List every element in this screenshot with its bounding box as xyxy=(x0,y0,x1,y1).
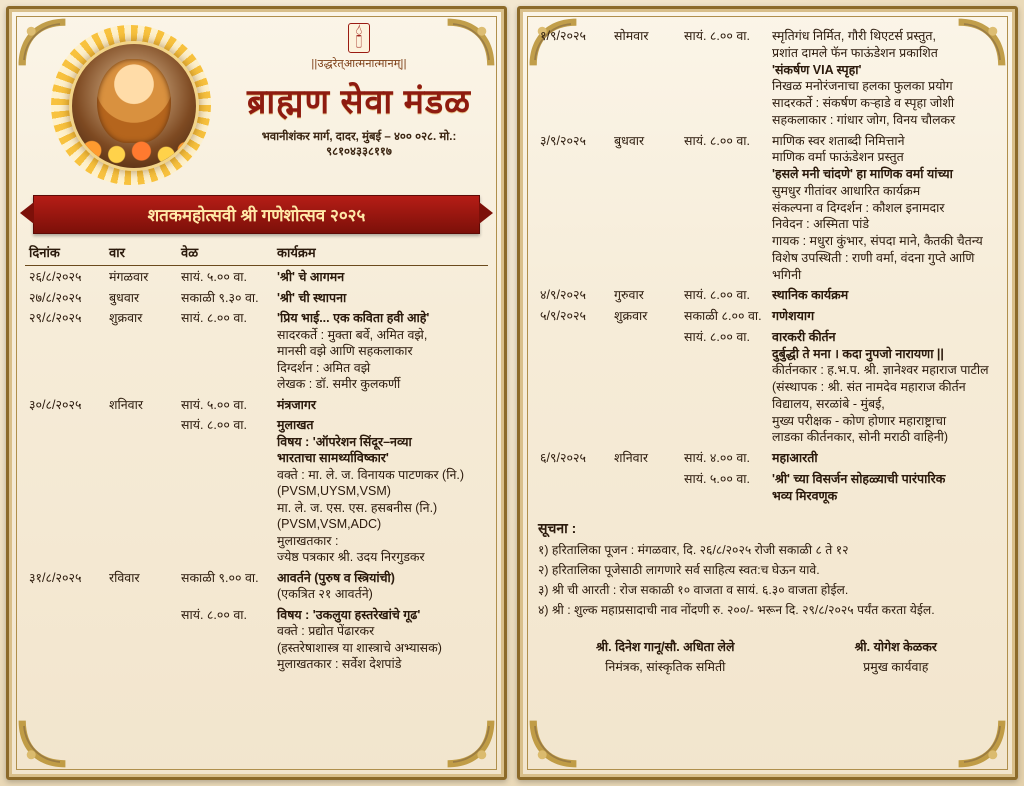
note-item: ४) श्री : शुल्क महाप्रसादाची नाव नोंदणी रु. २००/- भरून दि. २९/८/२०२५ पर्यंत करता येईल. xyxy=(538,602,935,617)
program-title: महाआरती xyxy=(772,451,818,465)
program-presenter-line: स्मृतिगंध निर्मित, गौरी थिएटर्स प्रस्तुत, xyxy=(772,29,937,43)
program-detail: निवेदन : अस्मिता पांडे xyxy=(772,217,870,232)
program-detail: सुमधुर गीतांवर आधारित कार्यक्रम xyxy=(772,183,921,198)
cell-day xyxy=(610,326,680,447)
program-title: स्थानिक कार्यक्रम xyxy=(772,288,849,303)
signatory-role: निमंत्रक, सांस्कृतिक समिती xyxy=(605,659,726,674)
cell-day: गुरुवार xyxy=(614,288,644,303)
signatory-name: श्री. योगेश केळकर xyxy=(854,639,937,654)
program-detail: भारताचा सामर्थ्याविष्कार' xyxy=(277,451,389,465)
table-row xyxy=(25,394,488,415)
cell-time: सायं. ५.०० वा. xyxy=(181,270,247,284)
program-title: 'हसले मनी चांदणे' हा माणिक वर्मा यांच्या xyxy=(772,167,953,181)
program-detail: लेखक : डॉ. समीर कुलकर्णी xyxy=(277,377,401,391)
cell-program xyxy=(273,266,488,287)
notes-list xyxy=(538,542,995,619)
program-presenter-line: माणिक स्वर शताब्दी निमित्ताने xyxy=(772,133,905,148)
table-row xyxy=(25,307,488,394)
note-item: १) हरितालिका पूजन : मंगळवार, दि. २६/८/२०२५ रोजी सकाळी ८ ते १२ xyxy=(538,543,849,558)
program-title: 'श्री' चे आगमन xyxy=(277,270,345,284)
cell-time: सायं. ८.०० वा. xyxy=(181,607,247,622)
organisation-name: ब्राह्मण सेवा मंडळ xyxy=(247,83,471,121)
cell-date: ५/९/२०२५ xyxy=(540,309,586,323)
masthead xyxy=(25,23,488,183)
cell-program xyxy=(768,130,997,285)
cell-time: सायं. ८.०० वा. xyxy=(181,418,247,432)
cell-program xyxy=(768,284,997,305)
cell-program xyxy=(273,307,488,394)
program-detail: गायक : मधुरा कुंभार, संपदा माने, कैतकी चैतन्य xyxy=(772,234,983,248)
table-row xyxy=(536,326,997,447)
cell-time: सायं. ८.०० वा. xyxy=(684,29,750,43)
cell-time: सायं. ५.०० वा. xyxy=(684,471,750,486)
cell-program xyxy=(768,305,997,326)
cell-program xyxy=(768,468,997,506)
cell-program xyxy=(768,326,997,447)
table-row xyxy=(536,447,997,468)
cell-day: रविवार xyxy=(109,570,140,585)
signatory-role: प्रमुख कार्यवाह xyxy=(863,659,929,674)
program-detail: मुलाखतकार : xyxy=(277,533,339,548)
cell-program xyxy=(273,567,488,604)
program-detail: दिग्दर्शन : अमित वझे xyxy=(277,360,371,375)
column-header-day: वार xyxy=(105,240,177,266)
schedule-table-right xyxy=(536,25,997,505)
right-page xyxy=(517,6,1018,780)
table-row xyxy=(25,414,488,567)
program-detail: लाडका कीर्तनकार, सोनी मराठी वाहिनी) xyxy=(772,430,949,445)
cell-day: बुधवार xyxy=(109,290,140,305)
table-row xyxy=(536,468,997,506)
cell-date xyxy=(25,414,105,567)
signatory xyxy=(855,638,937,675)
program-detail: विशेष उपस्थिती : राणी वर्मा, वंदना गुप्ते आणि xyxy=(772,250,975,265)
table-row xyxy=(536,130,997,285)
program-detail: (हस्तरेषाशास्त्र या शास्त्राचे अभ्यासक) xyxy=(277,640,442,655)
program-detail: निखळ मनोरंजनाचा हलका फुलका प्रयोग xyxy=(772,79,953,94)
cell-date: २७/८/२०२५ xyxy=(29,290,82,305)
cell-program xyxy=(273,394,488,415)
cell-time: सकाळी ९.०० वा. xyxy=(181,570,259,585)
cell-time: सकाळी ८.०० वा. xyxy=(684,309,762,323)
table-row xyxy=(536,25,997,130)
program-title: मुलाखत xyxy=(277,418,314,432)
sanskrit-shloka: ||उद्धरेत्आत्मनात्मानम्|| xyxy=(311,58,407,70)
cell-time: सायं. ४.०० वा. xyxy=(684,451,750,465)
cell-day: सोमवार xyxy=(614,29,649,43)
cell-time: सायं. ८.०० वा. xyxy=(684,133,750,148)
cell-date: २६/८/२०२५ xyxy=(29,270,82,284)
cell-program xyxy=(273,604,488,674)
program-title: मंत्रजागर xyxy=(277,397,317,412)
program-detail: ज्येष्ठ पत्रकार श्री. उदय निरगुडकर xyxy=(277,550,425,564)
program-title: 'श्री' च्या विसर्जन सोहळ्याची पारंपारिक xyxy=(772,471,946,486)
program-presenter-line: माणिक वर्मा फाऊंडेशन प्रस्तुत xyxy=(772,150,904,165)
cell-time: सायं. ८.०० वा. xyxy=(181,311,247,325)
signature-block xyxy=(536,638,997,675)
organisation-address: भवानीशंकर मार्ग, दादर, मुंबई – ४०० ०२८. मो.: ९८१०४३३८११७ xyxy=(261,131,457,158)
program-title: वारकरी कीर्तन xyxy=(772,329,836,344)
note-item: २) हरितालिका पूजेसाठी लागणारे सर्व साहित्य स्वत:च घेऊन यावे. xyxy=(538,563,820,578)
program-detail: (संस्थापक : श्री. संत नामदेव महाराज कीर्तन xyxy=(772,380,966,394)
program-detail: कीर्तनकार : ह.भ.प. श्री. ज्ञानेश्वर महाराज पाटील xyxy=(772,363,989,378)
table-row xyxy=(536,284,997,305)
program-detail: भव्य मिरवणूक xyxy=(772,488,838,503)
cell-program xyxy=(273,287,488,308)
cell-day: शुक्रवार xyxy=(614,309,648,323)
cell-day: मंगळवार xyxy=(109,270,149,284)
cell-date: ३१/८/२०२५ xyxy=(29,570,82,585)
column-header-program: कार्यक्रम xyxy=(273,240,488,266)
cell-day xyxy=(105,414,177,567)
cell-time: सकाळी ९.३० वा. xyxy=(181,290,259,305)
program-title: 'संकर्षण VIA स्पृहा' xyxy=(772,62,862,77)
cell-time: सायं. ८.०० वा. xyxy=(684,288,750,303)
program-detail: मा. ले. ज. एस. एस. हसबनीस (नि.) xyxy=(277,500,438,515)
cell-date: २९/८/२०२५ xyxy=(29,311,82,325)
cell-day: शनिवार xyxy=(109,397,143,412)
table-row xyxy=(25,567,488,604)
cell-date: ६/९/२०२५ xyxy=(540,451,586,465)
note-item: ३) श्री ची आरती : रोज सकाळी १० वाजता व सायं. ६.३० वाजता होईल. xyxy=(538,582,849,597)
program-detail: विद्यालय, सरळांबे - मुंबई, xyxy=(772,396,885,411)
cell-day: शुक्रवार xyxy=(109,311,143,325)
notes-heading: सूचना : xyxy=(538,520,577,537)
program-title: गणेशयाग xyxy=(772,309,815,323)
program-presenter-line: प्रशांत दामले फॅन फाऊंडेशन प्रकाशित xyxy=(772,45,938,60)
cell-date: ४/९/२०२५ xyxy=(540,288,586,303)
cell-date: ३०/८/२०२५ xyxy=(29,397,82,412)
cell-program xyxy=(768,447,997,468)
program-detail: मुख्य परीक्षक - कोण होणार महाराष्ट्राचा xyxy=(772,413,947,428)
program-detail: सहकलाकार : गांधार जोग, विनय चौलकर xyxy=(772,112,956,127)
program-title: 'श्री' ची स्थापना xyxy=(277,290,347,305)
program-detail: (एकत्रित २१ आवर्तने) xyxy=(277,587,373,601)
column-header-time: वेळ xyxy=(177,240,273,266)
program-title: विषय : 'उकलुया हस्तरेखांचे गूढ' xyxy=(277,607,421,622)
program-detail: वक्ते : मा. ले. ज. विनायक पाटणकर (नि.) xyxy=(277,467,465,482)
cell-day: शनिवार xyxy=(614,451,648,465)
program-detail: (PVSM,UYSM,VSM) xyxy=(277,484,391,498)
signatory xyxy=(596,638,734,675)
schedule-table-left xyxy=(25,240,488,674)
program-detail: मुलाखतकार : सर्वेश देशपांडे xyxy=(277,657,402,671)
left-page xyxy=(6,6,507,780)
table-row xyxy=(25,266,488,287)
cell-day xyxy=(105,604,177,674)
event-title-ribbon: शतकमहोत्सवी श्री गणेशोत्सव २०२५ xyxy=(33,195,481,234)
cell-time: सायं. ५.०० वा. xyxy=(181,397,247,412)
program-detail: सादरकर्ते : संकर्षण कऱ्हाडे व स्पृहा जोशी xyxy=(772,96,955,110)
program-detail: वक्ते : प्रद्योत पेंढारकर xyxy=(277,624,375,638)
program-detail: दुर्बुद्धी ते मना । कदा नुपजो नारायणा || xyxy=(772,346,944,361)
table-header-row xyxy=(25,240,488,266)
cell-day: बुधवार xyxy=(614,133,645,148)
cell-program xyxy=(273,414,488,567)
cell-date xyxy=(25,604,105,674)
table-row xyxy=(25,287,488,308)
cell-date xyxy=(536,468,610,506)
program-detail: भगिनी xyxy=(772,267,802,282)
program-detail: विषय : 'ऑपरेशन सिंदूर–नव्या xyxy=(277,434,412,449)
program-detail: सादरकर्ते : मुक्ता बर्वे, अमित वझे, xyxy=(277,327,428,342)
cell-program xyxy=(768,25,997,130)
column-header-date: दिनांक xyxy=(25,240,105,266)
cell-date: १/९/२०२५ xyxy=(540,29,586,43)
diya-lamp-icon: 🕯 xyxy=(235,23,483,53)
program-detail: (PVSM,VSM,ADC) xyxy=(277,517,382,531)
signatory-name: श्री. दिनेश गानू/सौ. अधिता लेले xyxy=(596,639,735,654)
cell-time: सायं. ८.०० वा. xyxy=(684,329,750,344)
flower-garland xyxy=(72,130,196,164)
program-detail: संकल्पना व दिग्दर्शन : कौशल इनामदार xyxy=(772,200,945,215)
program-detail: मानसी वझे आणि सहकलाकार xyxy=(277,344,413,358)
program-title: आवर्तने (पुरुष व स्त्रियांची) xyxy=(277,570,395,585)
cell-date xyxy=(536,326,610,447)
cell-date: ३/९/२०२५ xyxy=(540,133,586,148)
ganesh-idol-photo xyxy=(69,41,199,171)
table-row xyxy=(536,305,997,326)
program-title: 'प्रिय भाई... एक कविता हवी आहे' xyxy=(277,311,430,325)
cell-day xyxy=(610,468,680,506)
table-row xyxy=(25,604,488,674)
